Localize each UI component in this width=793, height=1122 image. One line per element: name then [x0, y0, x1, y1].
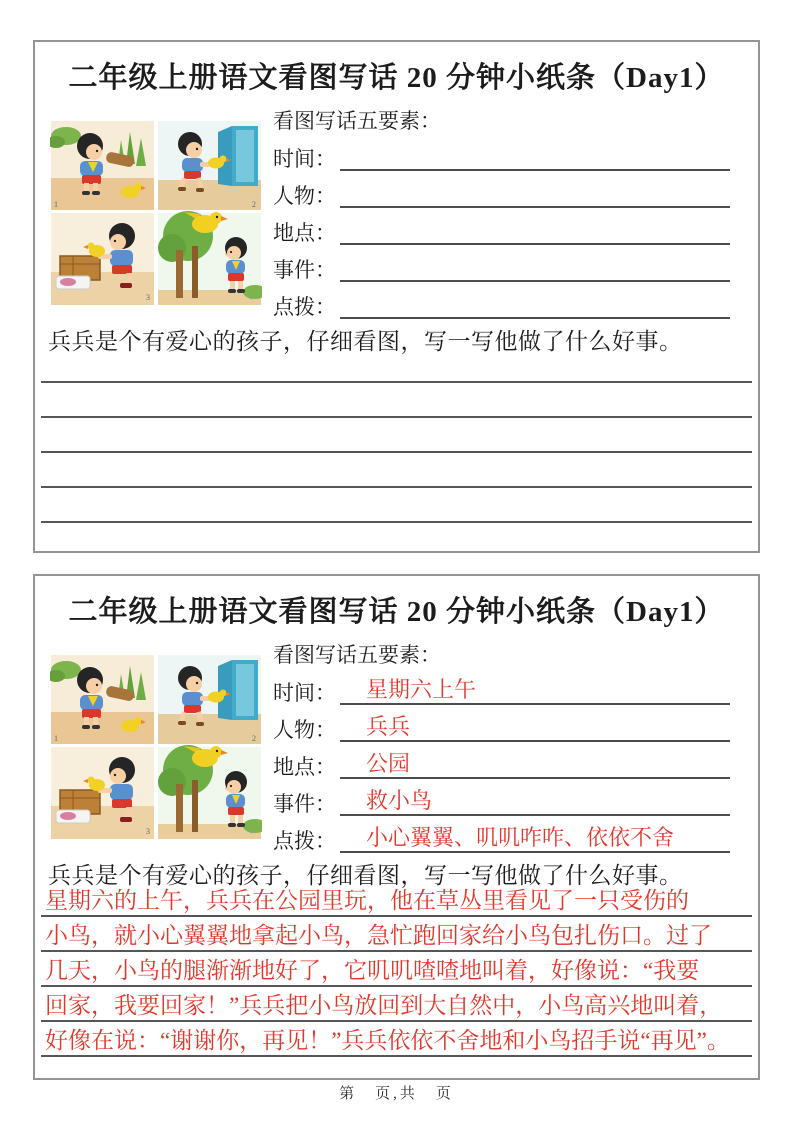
answer-text: 好像在说：“谢谢你，再见！”兵兵依依不舍地和小鸟招手说“再见”。 [45, 1027, 730, 1053]
field-blank-line [340, 678, 730, 705]
field-label: 事件： [273, 791, 336, 816]
field-row-hint [273, 282, 730, 319]
field-blank-line [340, 789, 730, 816]
field-blank-line [340, 752, 730, 779]
field-row-time [273, 668, 730, 705]
writing-line [41, 383, 752, 418]
field-label: 时间： [273, 680, 336, 705]
five-elements-heading: 看图写话五要素： [273, 643, 441, 667]
field-blank-line [340, 279, 730, 282]
field-row-person [273, 171, 730, 208]
writing-line [41, 987, 752, 1022]
answer-text: 星期六的上午，兵兵在公园里玩，他在草丛里看见了一只受伤的 [45, 887, 689, 913]
field-label: 点拨： [273, 294, 336, 319]
field-blank-line [340, 205, 730, 208]
field-label: 人物： [273, 183, 336, 208]
field-label: 事件： [273, 257, 336, 282]
writing-line [41, 488, 752, 523]
field-row-event [273, 779, 730, 816]
answer-text: 几天，小鸟的腿渐渐地好了，它叽叽喳喳地叫着，好像说：“我要 [45, 957, 700, 983]
answer-text: 小鸟，就小心翼翼地拿起小鸟，急忙跑回家给小鸟包扎伤口。过了 [45, 922, 712, 948]
worksheet-card-blank [33, 40, 760, 553]
writing-line [41, 917, 752, 952]
field-row-place [273, 208, 730, 245]
picture-story-comic [50, 654, 262, 840]
field-value: 星期六上午 [366, 676, 477, 702]
writing-line [41, 418, 752, 453]
answer-text: 回家，我要回家！”兵兵把小鸟放回到大自然中，小鸟高兴地叫着， [45, 992, 723, 1018]
five-elements-heading: 看图写话五要素： [273, 109, 441, 133]
field-row-time [273, 134, 730, 171]
field-row-event [273, 245, 730, 282]
writing-area [41, 882, 752, 1057]
writing-line [41, 1022, 752, 1057]
field-label: 人物： [273, 717, 336, 742]
worksheet-title: 二年级上册语文看图写话 20 分钟小纸条（Day1） [68, 62, 725, 94]
field-value: 公园 [366, 750, 411, 776]
worksheet-card-filled [33, 574, 760, 1080]
field-blank-line [340, 826, 730, 853]
writing-prompt: 兵兵是个有爱心的孩子，仔细看图，写一写他做了什么好事。 [48, 329, 683, 354]
five-elements-form [273, 108, 730, 319]
field-blank-line [340, 316, 730, 319]
field-row-person [273, 705, 730, 742]
picture-story-comic [50, 120, 262, 306]
field-blank-line [340, 242, 730, 245]
field-row-hint [273, 816, 730, 853]
field-label: 点拨： [273, 828, 336, 853]
writing-line [41, 882, 752, 917]
field-label: 时间： [273, 146, 336, 171]
writing-prompt: 兵兵是个有爱心的孩子，仔细看图，写一写他做了什么好事。 [48, 863, 683, 888]
field-label: 地点： [273, 754, 336, 779]
writing-line [41, 952, 752, 987]
field-blank-line [340, 715, 730, 742]
field-value: 兵兵 [366, 713, 411, 739]
field-value: 救小鸟 [366, 787, 433, 813]
writing-area [41, 348, 752, 523]
field-row-place [273, 742, 730, 779]
field-label: 地点： [273, 220, 336, 245]
five-elements-form [273, 642, 730, 853]
field-blank-line [340, 168, 730, 171]
worksheet-title: 二年级上册语文看图写话 20 分钟小纸条（Day1） [68, 596, 725, 628]
writing-line [41, 348, 752, 383]
page-footer: 第 页,共 页 [339, 1086, 454, 1102]
field-value: 小心翼翼、叽叽咋咋、依依不舍 [366, 824, 675, 850]
writing-line [41, 453, 752, 488]
